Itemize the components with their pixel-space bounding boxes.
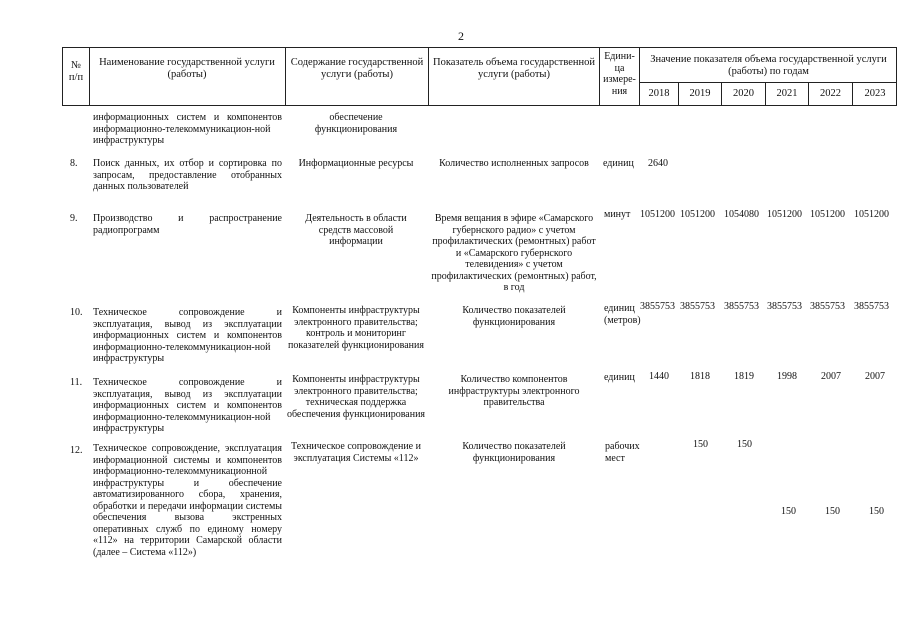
row-10-value-2021: 3855753 — [767, 301, 802, 312]
row-10-unit: единиц (метров) — [604, 303, 641, 326]
row-10-content: Компоненты инфраструктуры электронного правительства; контроль и мониторинг показателей функционирования — [288, 305, 424, 351]
row-11-num: 11. — [70, 377, 83, 388]
row-9-num: 9. — [70, 213, 78, 224]
header-num: № п/п — [68, 60, 84, 83]
header-values-title: Значение показателя объема государственной услуги (работы) по годам — [650, 54, 887, 77]
row-8-name: Поиск данных, их отбор и сортировка по запросам, предоставление отобранных данных пользователей — [93, 158, 282, 192]
row-10-value-2020: 3855753 — [724, 301, 759, 312]
row-12-value-2020: 150 — [737, 439, 752, 450]
row-8-content: Информационные ресурсы — [298, 158, 414, 169]
row-0-content: обеспечение функционирования — [314, 112, 398, 135]
row-11-value-2022: 2007 — [821, 371, 841, 382]
header-content: Содержание государственной услуги (работы) — [290, 57, 424, 80]
header-year: 2020 — [733, 88, 754, 99]
header-name: Наименование государственной услуги (работы) — [99, 57, 275, 80]
row-9-value-2019: 1051200 — [680, 209, 715, 220]
row-12-value-2022: 150 — [825, 506, 840, 517]
header-unit: Едини- ца измере- ния — [603, 51, 636, 97]
row-9-value-2023: 1051200 — [854, 209, 889, 220]
row-11-value-2021: 1998 — [777, 371, 797, 382]
row-10-value-2019: 3855753 — [680, 301, 715, 312]
row-9-content: Деятельность в области средств массовой информации — [305, 213, 407, 247]
row-11-value-2018: 1440 — [649, 371, 669, 382]
row-12-value-2021: 150 — [781, 506, 796, 517]
row-8-indicator: Количество исполненных запросов — [439, 158, 589, 169]
header-year: 2019 — [689, 88, 711, 99]
row-12-num: 12. — [70, 445, 83, 456]
header-year: 2023 — [864, 88, 886, 99]
row-8-unit: единиц — [603, 158, 634, 169]
divider — [285, 47, 286, 106]
row-12-indicator: Количество показателей функционирования — [462, 441, 566, 464]
row-10-name: Техническое сопровождение и эксплуатация, вывод из эксплуатации информационных систем и компонентов информационно-телекоммуникацион-ной инфраструктуры — [93, 307, 282, 364]
row-9-value-2022: 1051200 — [810, 209, 845, 220]
row-8-value-2018: 2640 — [648, 158, 668, 169]
row-11-name: Техническое сопровождение и эксплуатация, вывод из эксплуатации информационных систем и компонентов информационно-телекоммуникацион-ной инфраструктуры — [93, 377, 282, 434]
row-9-value-2018: 1051200 — [640, 209, 675, 220]
divider — [428, 47, 429, 106]
row-10-indicator: Количество показателей функционирования — [462, 305, 566, 328]
row-12-value-2023: 150 — [869, 506, 884, 517]
header-indicator: Показатель объема государственной услуги (работы) — [433, 57, 595, 80]
row-10-num: 10. — [70, 307, 83, 318]
row-10-value-2022: 3855753 — [810, 301, 845, 312]
row-10-value-2023: 3855753 — [854, 301, 889, 312]
row-11-value-2023: 2007 — [865, 371, 885, 382]
divider — [89, 47, 90, 106]
row-12-name: Техническое сопровождение, эксплуатация информационной системы и компонентов информационно-телекоммуникационной инфраструктуры и обеспечение автоматизированного сбора, хранения, обработки и передачи информации системы обеспечения вызова экстренных оперативных служб по единому номеру «112» на территории Самарской области (далее – Система «112») — [93, 443, 282, 558]
row-8-num: 8. — [70, 158, 78, 169]
row-11-indicator: Количество компонентов инфраструктуры электронного правительства — [448, 374, 580, 408]
row-12-content: Техническое сопровождение и эксплуатация Системы «112» — [291, 441, 421, 464]
row-0-name: информационных систем и компонентов информационно-телекоммуникацион-ной инфраструктуры — [93, 112, 282, 146]
row-12-value-2019: 150 — [693, 439, 708, 450]
header-year: 2018 — [648, 88, 670, 99]
header-year: 2022 — [820, 88, 841, 99]
row-9-name: Производство и распространение радиопрограмм — [93, 213, 282, 236]
row-9-value-2021: 1051200 — [767, 209, 802, 220]
row-11-content: Компоненты инфраструктуры электронного правительства; техническая поддержка обеспечения функционирования — [286, 374, 426, 420]
header-year: 2021 — [776, 88, 798, 99]
row-9-unit: минут — [604, 209, 631, 220]
row-12-unit: рабочих мест — [605, 441, 640, 464]
row-11-value-2019: 1818 — [690, 371, 710, 382]
row-11-value-2020: 1819 — [734, 371, 754, 382]
page-number: 2 — [458, 29, 464, 43]
row-10-value-2018: 3855753 — [640, 301, 675, 312]
row-11-unit: единиц — [604, 372, 635, 383]
row-9-value-2020: 1054080 — [724, 209, 759, 220]
row-9-indicator: Время вещания в эфире «Самарского губернского радио» с учетом профилактических (ремонтных) работ и «Самарского губернского телевидения» с учетом профилактических (ремонтных) работ, в год — [431, 213, 597, 293]
